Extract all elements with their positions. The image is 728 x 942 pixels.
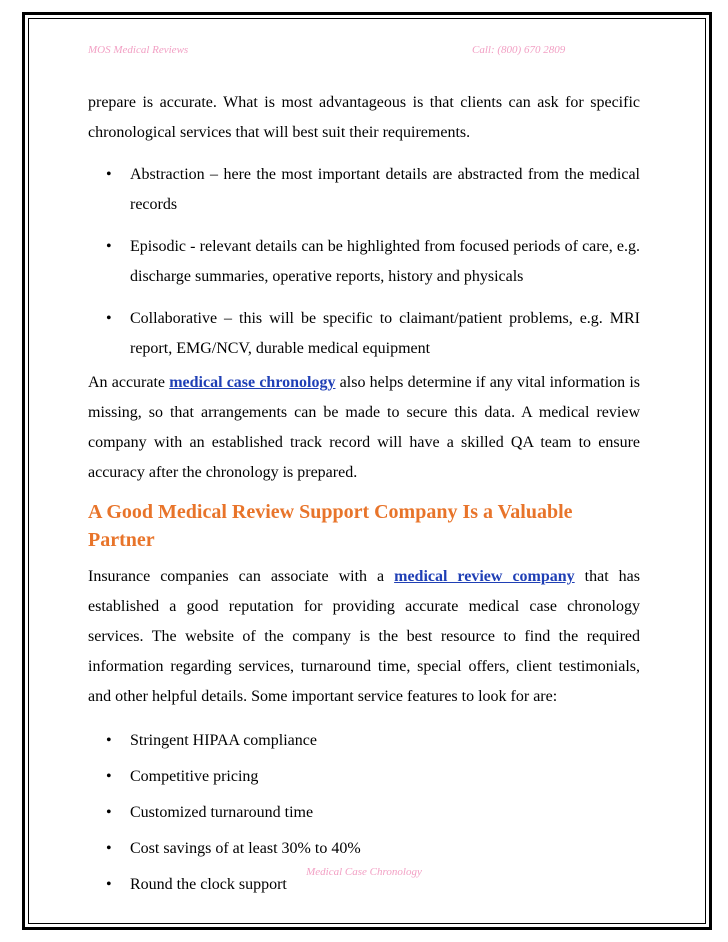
header-company-name: MOS Medical Reviews bbox=[88, 44, 189, 56]
list-item bbox=[88, 798, 640, 828]
bullet-icon: • bbox=[106, 310, 112, 327]
bullet-icon: • bbox=[106, 840, 112, 857]
list-item bbox=[88, 726, 640, 756]
list-item-text: Cost savings of at least 30% to 40% bbox=[130, 840, 361, 857]
text-segment: An accurate bbox=[88, 374, 170, 391]
text-segment: also helps determine if any vital information is missing, so that arrangements can be made to secure this data. A medical review company with an established track record will have a skilled QA team to ensure accuracy after the chronology is prepared. bbox=[88, 374, 640, 481]
bullet-icon: • bbox=[106, 166, 112, 183]
list-item-text: Episodic - relevant details can be highlighted from focused periods of care, e.g. discharge summaries, operative reports, history and physicals bbox=[130, 238, 640, 285]
bullet-icon: • bbox=[106, 804, 112, 821]
footer-title: Medical Case Chronology bbox=[306, 866, 422, 878]
list-item bbox=[88, 232, 640, 292]
medical-case-chronology-link[interactable]: medical case chronology bbox=[169, 374, 336, 391]
list-item bbox=[88, 834, 640, 864]
paragraph-accuracy bbox=[88, 368, 640, 488]
list-item-text: Abstraction – here the most important details are abstracted from the medical records bbox=[130, 166, 640, 213]
paragraph-intro: prepare is accurate. What is most advantageous is that clients can ask for specific chronological services that will best suit their requirements. bbox=[88, 94, 640, 141]
document-body bbox=[88, 88, 640, 900]
medical-review-company-link[interactable]: medical review company bbox=[394, 568, 575, 585]
bullet-icon: • bbox=[106, 238, 112, 255]
bullet-icon: • bbox=[106, 876, 112, 893]
list-item bbox=[88, 762, 640, 792]
paragraph-insurance bbox=[88, 562, 640, 712]
bullet-icon: • bbox=[106, 732, 112, 749]
list-item bbox=[88, 160, 640, 220]
list-item-text: Collaborative – this will be specific to claimant/patient problems, e.g. MRI report, EMG/NCV, durable medical equipment bbox=[130, 310, 640, 357]
section-heading: A Good Medical Review Support Company Is a Valuable Partner bbox=[88, 501, 573, 551]
list-item bbox=[88, 304, 640, 364]
chronology-types-list bbox=[88, 160, 640, 364]
text-segment: that has established a good reputation for providing accurate medical case chronology services. The website of the company is the best resource to find the required information regarding services, turnaround time, special offers, client testimonials, and other helpful details. Some important service features to look for are: bbox=[88, 568, 640, 705]
bullet-icon: • bbox=[106, 768, 112, 785]
text-segment: Insurance companies can associate with a bbox=[88, 568, 395, 585]
header-phone: Call: (800) 670 2809 bbox=[472, 44, 566, 56]
list-item-text: Competitive pricing bbox=[130, 768, 259, 785]
list-item-text: Customized turnaround time bbox=[130, 804, 314, 821]
list-item-text: Round the clock support bbox=[130, 876, 287, 893]
list-item-text: Stringent HIPAA compliance bbox=[130, 732, 317, 749]
